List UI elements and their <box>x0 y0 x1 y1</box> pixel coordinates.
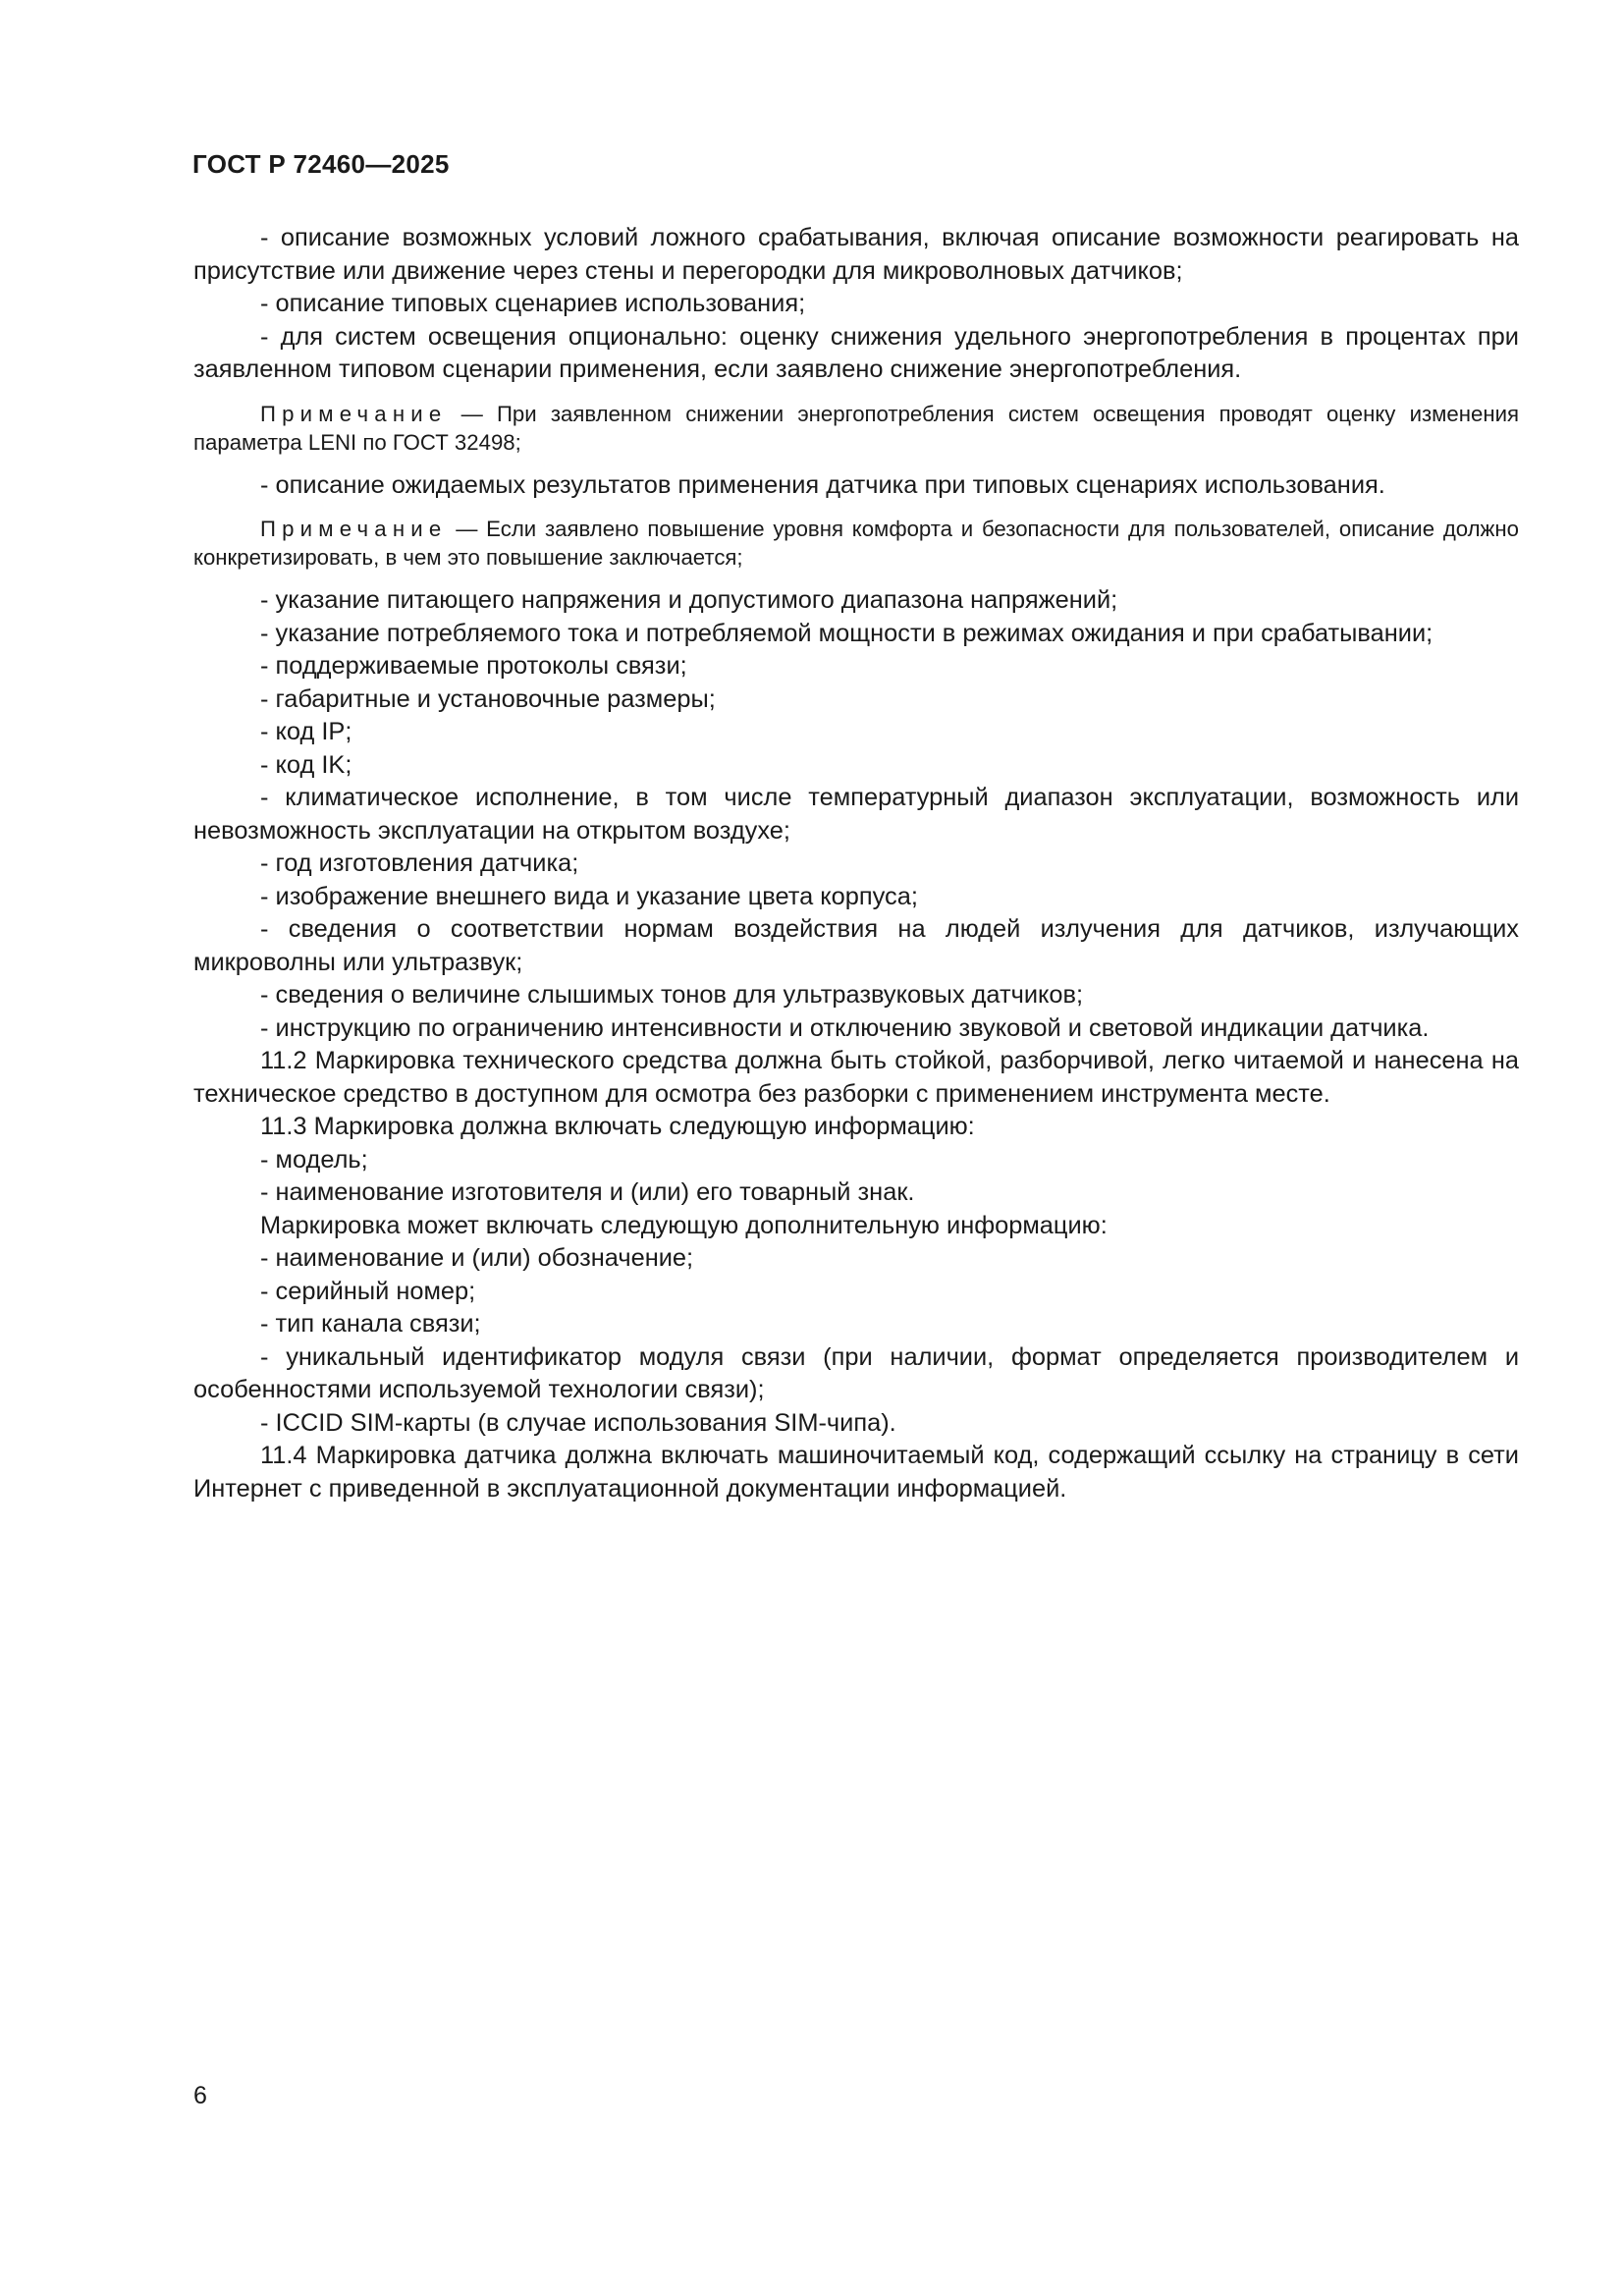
list-item: - изображение внешнего вида и указание цвета корпуса; <box>260 882 918 910</box>
note-text: — При заявленном снижении энергопотребления систем освещения проводят оценку изменения параметра LENI по ГОСТ 32498; <box>193 401 1519 455</box>
section-paragraph: 11.4 Маркировка датчика должна включать машиночитаемый код, содержащий ссылку на страницу в сети Интернет с приведенной в эксплуатационной документации информацией. <box>193 1442 1519 1503</box>
list-item: - описание типовых сценариев использования; <box>260 290 806 317</box>
list-item: - указание потребляемого тока и потребляемой мощности в режимах ожидания и при срабатывании; <box>260 619 1434 647</box>
list-item: - наименование изготовителя и (или) его товарный знак. <box>260 1178 915 1206</box>
list-item: - ICCID SIM-карты (в случае использования SIM-чипа). <box>260 1408 896 1437</box>
list-item: - описание возможных условий ложного срабатывания, включая описание возможности реагировать на присутствие или движение через стены и перегородки для микроволновых датчиков; <box>193 224 1519 285</box>
list-item: - год изготовления датчика; <box>260 849 579 877</box>
list-item: - код IP; <box>260 718 352 745</box>
list-item: - инструкцию по ограничению интенсивности и отключению звуковой и световой индикации датчика. <box>260 1013 1430 1042</box>
note-label: Примечание <box>260 401 448 426</box>
list-item: - поддерживаемые протоколы связи; <box>260 652 687 680</box>
note <box>193 400 1519 457</box>
list-item: - указание питающего напряжения и допустимого диапазона напряжений; <box>260 586 1118 614</box>
list-item: - уникальный идентификатор модуля связи (при наличии, формат определяется производителем и особенностями используемой технологии связи); <box>193 1342 1519 1403</box>
note <box>193 515 1519 572</box>
list-item: - описание ожидаемых результатов применения датчика при типовых сценариях использования. <box>260 470 1385 499</box>
page-number: 6 <box>193 2082 207 2109</box>
list-item: - сведения о соответствии нормам воздействия на людей излучения для датчиков, излучающих микроволны или ультразвук; <box>193 915 1519 976</box>
list-item: - код IK; <box>260 750 352 779</box>
section-paragraph: 11.3 Маркировка должна включать следующую информацию: <box>260 1113 975 1140</box>
document-body <box>193 222 1519 1505</box>
document-header: ГОСТ Р 72460—2025 <box>192 149 450 179</box>
list-item: - наименование и (или) обозначение; <box>260 1244 694 1272</box>
note-text: — Если заявлено повышение уровня комфорта и безопасности для пользователей, описание должно конкретизировать, в чем это повышение заключается; <box>193 517 1519 570</box>
note-label: Примечание <box>260 517 448 541</box>
list-item: - тип канала связи; <box>260 1310 481 1338</box>
list-item: - серийный номер; <box>260 1277 476 1305</box>
list-item: - модель; <box>260 1145 368 1174</box>
paragraph: Маркировка может включать следующую дополнительную информацию: <box>260 1211 1108 1239</box>
section-paragraph: 11.2 Маркировка технического средства должна быть стойкой, разборчивой, легко читаемой и нанесена на техническое средство в доступном для осмотра без разборки с применением инструмента месте. <box>193 1047 1519 1108</box>
list-item: - климатическое исполнение, в том числе температурный диапазон эксплуатации, возможность или невозможность эксплуатации на открытом воздухе; <box>193 784 1519 845</box>
list-item: - сведения о величине слышимых тонов для ультразвуковых датчиков; <box>260 981 1084 1009</box>
list-item: - для систем освещения опционально: оценку снижения удельного энергопотребления в процентах при заявленном типовом сценарии применения, если заявлено снижение энергопотребления. <box>193 322 1519 383</box>
list-item: - габаритные и установочные размеры; <box>260 684 716 713</box>
